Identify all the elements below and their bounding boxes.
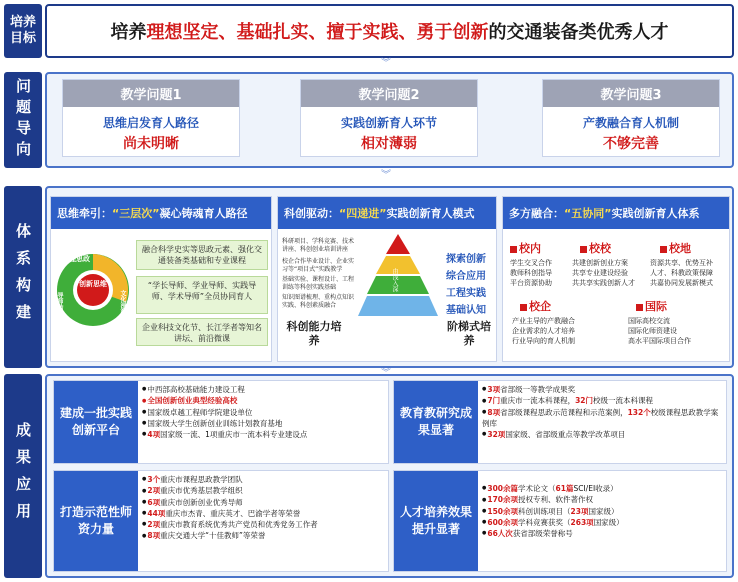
- label-result: 成果应用: [4, 374, 42, 578]
- label-goal: 培养目标: [4, 4, 42, 58]
- label-system: 体系构建: [4, 186, 42, 368]
- ring-label-2: 导师助力: [56, 292, 63, 316]
- problem-line1: 思维启发育人路径: [102, 116, 199, 130]
- result-title: 建成一批实践创新平台: [54, 381, 138, 463]
- result-list: ● 中西部高校基础能力建设工程 ● 全国创新创业典型经验高校 ● 国家级卓越工程师学院建设单位 ● 国家级大学生创新创业训练计划教育基地 ● 4项国家级一流、1项重庆市一流本科专业建设点: [142, 384, 307, 440]
- ring-center: 创新思维: [79, 280, 107, 288]
- innov-left-label: 科创能力培养: [286, 320, 342, 348]
- innov-right-label: 阶梯式培养: [447, 320, 491, 348]
- group-guoji: 国际: [636, 298, 667, 314]
- problem-card-3: [542, 79, 720, 157]
- ring-label-1: 课程思政: [62, 255, 90, 263]
- group-xiaodi: 校地: [660, 240, 691, 256]
- innov-text-3: 基础实验、课程设计、工程训练等科创实践基础: [282, 276, 355, 291]
- goal-title: [55, 12, 724, 50]
- problem-header: 教学问题2: [301, 80, 477, 107]
- section-title: 思维牵引： “三层次” 凝心铸魂育人路径: [51, 197, 271, 229]
- thinking-box-2: “学长导师、学业导师、实践导师、学术导师”全员协同育人: [136, 276, 268, 314]
- result-title: 打造示范性师资力量: [54, 471, 138, 571]
- goal-suffix: 的交通装备类优秀人才: [488, 22, 669, 43]
- pyramid-side: 由浅入深: [391, 268, 398, 292]
- level-4: 基础认知: [446, 305, 486, 316]
- problem-line2: 不够完善: [603, 136, 659, 152]
- group-xiaonei-items: 学生交叉合作 教师科创指导 平台资源协助: [510, 259, 552, 288]
- section-title: 多方融合： “五协同” 实践创新育人体系: [503, 197, 729, 229]
- innov-text-2: 校企合作毕业设计、企业实习等“项目式”实践教学: [282, 258, 355, 273]
- result-title: 教育教研究成果显著: [394, 381, 478, 463]
- problem-line2: 尚未明晰: [123, 136, 179, 152]
- chevron-down-icon: ︾: [381, 170, 391, 181]
- result-talent: [393, 470, 727, 572]
- level-1: 探索创新: [446, 254, 486, 265]
- group-xiaoxiao: 校校: [580, 240, 611, 256]
- result-teaching: [393, 380, 727, 464]
- thinking-box-3: 企业科技文化节、长江学者等知名讲坛、前沿微课: [136, 318, 268, 346]
- section-title: 科创驱动： “四递进” 实践创新育人模式: [278, 197, 496, 229]
- problem-line2: 相对薄弱: [361, 136, 417, 152]
- result-list: ● 3个重庆市课程思政教学团队 ● 2项重庆市优秀基层教学组织 ● 6项重庆市创新创业优秀导师 ● 44项重庆市杰青、重庆英才、巴渝学者等荣誉 ● 2项重庆市教育系统优秀共产党员和优秀党务工作者 ● 8项重庆交通大学“十佳教师”等荣誉: [142, 474, 318, 542]
- problem-card-1: [62, 79, 240, 157]
- problem-header: 教学问题3: [543, 80, 719, 107]
- level-2: 综合应用: [446, 271, 486, 282]
- ring-label-3: 文化浸润: [119, 290, 126, 314]
- problem-line1: 实践创新育人环节: [340, 116, 437, 130]
- result-list: ● 3项省部级一等教学成果奖 ● 7门重庆市一流本科课程，32门校级一流本科课程 ● 8项省部级课程思政示范课程和示范案例，132个校级课程思政教学案例库 ● 32项国家级、省部级重点等教学改革项目: [482, 384, 722, 440]
- chevron-down-icon: ︾: [381, 58, 391, 69]
- thinking-box-1: 融合科学史实等思政元素、强化交通装备类基础和专业课程: [136, 240, 268, 270]
- group-xiaoxiao-items: 共建创新创业方案 共享专业建设经验 共共享实践创新人才: [572, 259, 635, 288]
- result-title: 人才培养效果提升显著: [394, 471, 478, 571]
- goal-red: 理想坚定、基础扎实、擅于实践、勇于创新: [146, 22, 489, 43]
- result-faculty: [53, 470, 389, 572]
- result-list: ● 300余篇学术论文（61篇SCI/EI收录） ● 170余项授权专利、软件著作权 ● 150余项科创训练项目（23项国家级） ● 600余项学科竞赛获奖（263项国家级） ● 66人次获省部级荣誉称号: [482, 483, 624, 539]
- problem-line1: 产教融合育人机制: [582, 116, 679, 130]
- result-platform: [53, 380, 389, 464]
- group-xiaoqi-items: 产业主导的产教融合 企业需求的人才培养 行业导向的育人机制: [512, 317, 575, 346]
- goal-prefix: 培养: [110, 22, 147, 43]
- problem-card-2: [300, 79, 478, 157]
- level-3: 工程实践: [446, 288, 486, 299]
- innov-text-1: 科研项目、学科竞赛、技术讲座、科创创业培训讲座: [282, 238, 355, 253]
- problem-header: 教学问题1: [63, 80, 239, 107]
- innov-text-4: 知识图谱梳理、重构点知识实践、科创素质融合: [282, 294, 355, 309]
- label-problem: 问题导向: [4, 72, 42, 168]
- group-xiaoqi: 校企: [520, 298, 551, 314]
- group-xiaodi-items: 资源共享、优势互补 人才、科教政策保障 共嘉协同发展新模式: [650, 259, 713, 288]
- group-guoji-items: 国际高校交流 国际化师资建设 高水平国际项目合作: [628, 317, 691, 346]
- group-xiaonei: 校内: [510, 240, 541, 256]
- goal-panel: [45, 4, 734, 58]
